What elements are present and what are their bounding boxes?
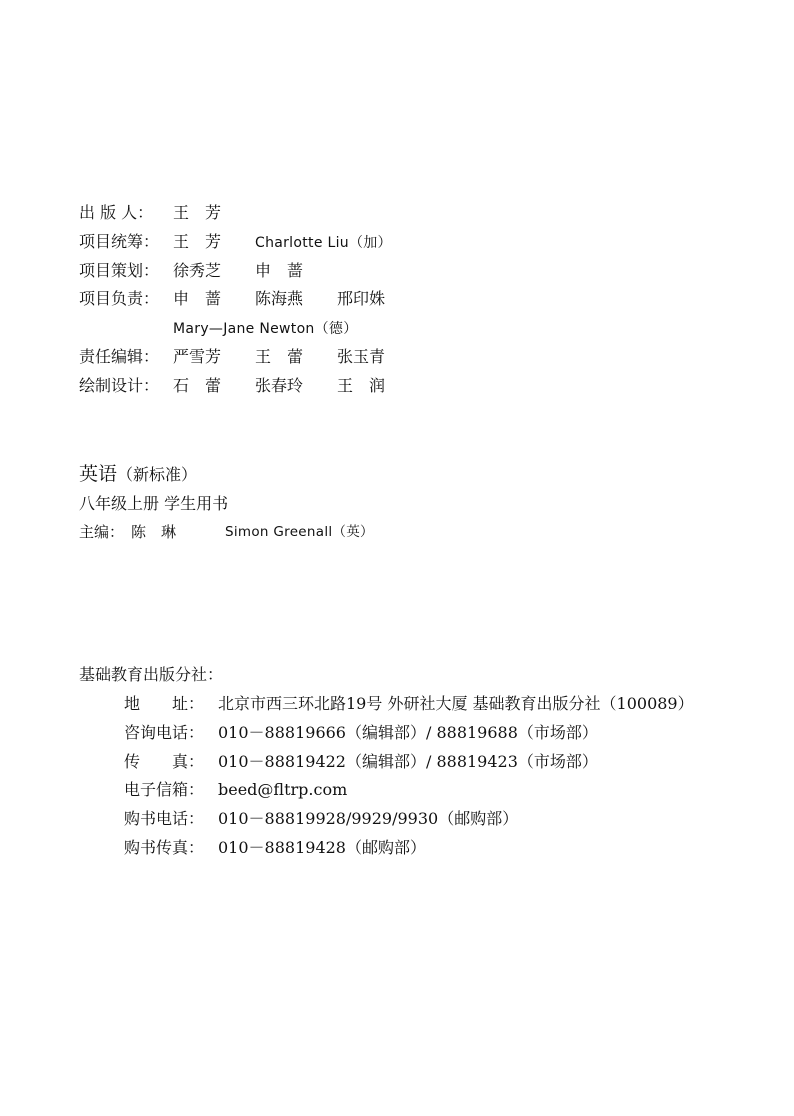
contact-label: 咨询电话： — [124, 722, 205, 742]
contact-value: 010－88819428（邮购部） — [218, 837, 426, 857]
book-title-line — [79, 458, 374, 490]
credit-label: 出 版 人： — [79, 203, 154, 222]
credit-name: 陈海燕 — [255, 289, 304, 309]
credit-label — [79, 314, 173, 343]
book-title: 英语 — [79, 463, 118, 485]
contact-value: 北京市西三环北路19号 外研社大厦 基础教育出版分社（100089） — [218, 694, 694, 713]
contact-block — [79, 660, 694, 863]
credit-name: 徐秀芝 — [173, 260, 222, 280]
credit-label: 项目负责： — [79, 289, 160, 309]
credit-name: Mary—Jane Newton（德） — [173, 321, 358, 338]
contact-heading: 基础教育出版分社： — [79, 665, 224, 684]
credit-name: 王 润 — [337, 375, 386, 395]
editor-label: 主编： — [79, 523, 125, 541]
contact-label: 地 址： — [124, 694, 205, 713]
contact-label: 传 真： — [124, 751, 205, 771]
credit-label: 项目统筹： — [79, 231, 160, 251]
credit-row-responsible — [79, 285, 419, 314]
contact-order-fax — [79, 834, 694, 863]
contact-order-phone — [79, 805, 694, 834]
credit-name: 严雪芳 — [173, 346, 222, 366]
book-title-sub: （新标准） — [117, 465, 198, 484]
credits-block — [79, 199, 419, 401]
credit-row-editors — [79, 343, 419, 372]
credit-name: 王 芳 — [173, 231, 222, 251]
credit-name: 申 蔷 — [255, 260, 304, 280]
book-subtitle: 八年级上册 学生用书 — [79, 494, 229, 513]
contact-value: 010－88819666（编辑部）/ 88819688（市场部） — [218, 722, 598, 742]
credit-name: 张玉青 — [337, 346, 386, 366]
credit-name: 石 蕾 — [173, 375, 222, 395]
credit-name: Charlotte Liu（加） — [255, 234, 392, 251]
contact-email-value[interactable]: beed@fltrp.com — [218, 780, 348, 800]
contact-fax — [79, 748, 694, 777]
contact-value: 010－88819422（编辑部）/ 88819423（市场部） — [218, 751, 598, 771]
editor-name: 陈 琳 — [131, 523, 177, 541]
contact-label: 购书传真： — [124, 837, 205, 857]
editor-name: Simon Greenall（英） — [225, 524, 374, 540]
credit-name: 王 芳 — [173, 203, 222, 222]
contact-value: 010－88819928/9929/9930（邮购部） — [218, 809, 519, 829]
credit-row-publisher — [79, 199, 419, 228]
credit-row-planning — [79, 257, 419, 286]
credit-row-responsible-cont — [79, 314, 419, 343]
credit-name: 张春玲 — [255, 375, 304, 395]
contact-address — [79, 690, 694, 719]
credit-label: 责任编辑： — [79, 346, 160, 366]
contact-label: 购书电话： — [124, 809, 205, 829]
credit-name: 邢印姝 — [337, 289, 386, 309]
credit-name: 王 蕾 — [255, 346, 304, 366]
credit-label: 绘制设计： — [79, 375, 160, 395]
contact-email — [79, 776, 694, 805]
book-editors — [79, 518, 374, 546]
credit-row-design — [79, 372, 419, 401]
contact-inquiry-phone — [79, 719, 694, 748]
credit-label: 项目策划： — [79, 260, 160, 280]
contact-label: 电子信箱： — [124, 780, 205, 800]
credit-row-coordination — [79, 228, 419, 257]
book-info — [79, 458, 374, 546]
credit-name: 申 蔷 — [173, 289, 222, 309]
